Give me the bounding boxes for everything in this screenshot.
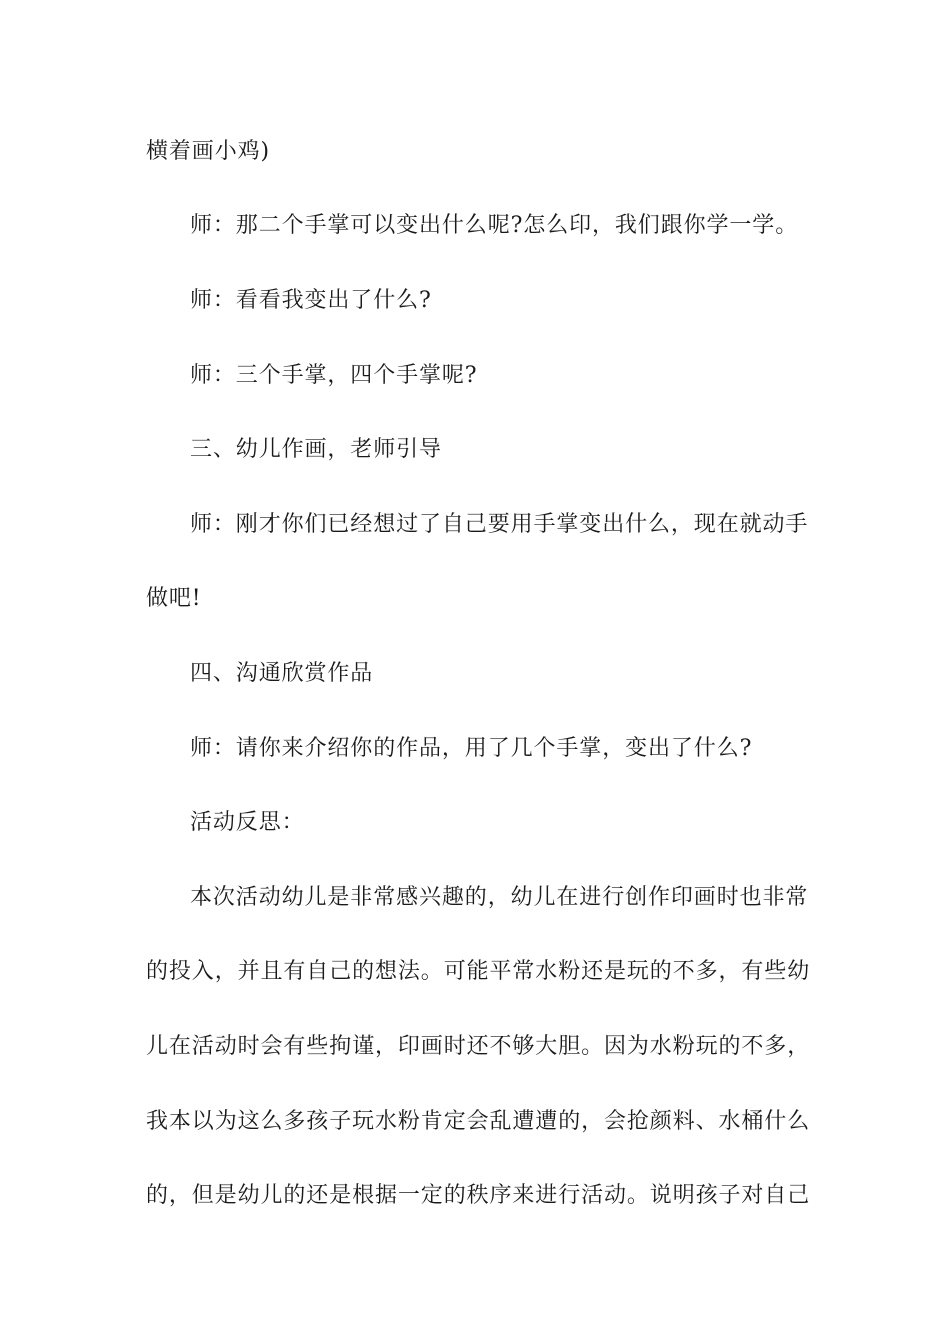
- text-line: 本次活动幼儿是非常感兴趣的，幼儿在进行创作印画时也非常: [190, 885, 809, 910]
- text-line: 的，但是幼儿的还是根据一定的秩序来进行活动。说明孩子对自己: [146, 1183, 811, 1208]
- text-line: 师：三个手掌，四个手掌呢?: [190, 363, 478, 388]
- text-line: 我本以为这么多孩子玩水粉肯定会乱遭遭的，会抢颜料、水桶什么: [146, 1109, 811, 1134]
- text-line: 师：刚才你们已经想过了自己要用手掌变出什么，现在就动手: [190, 512, 809, 537]
- text-line: 做吧!: [146, 586, 202, 611]
- text-line: 师：请你来介绍你的作品，用了几个手掌，变出了什么?: [190, 736, 753, 761]
- section-heading: 四、沟通欣赏作品: [190, 661, 374, 686]
- text-line: 的投入，并且有自己的想法。可能平常水粉还是玩的不多，有些幼: [146, 959, 811, 984]
- text-line: 儿在活动时会有些拘谨，印画时还不够大胆。因为水粉玩的不多，: [146, 1034, 811, 1059]
- text-line: 师：看看我变出了什么?: [190, 288, 432, 313]
- text-line: 横着画小鸡): [146, 139, 270, 164]
- section-heading: 三、幼儿作画，老师引导: [190, 437, 442, 462]
- section-heading: 活动反思：: [190, 810, 305, 835]
- text-line: 师：那二个手掌可以变出什么呢?怎么印，我们跟你学一学。: [190, 213, 799, 238]
